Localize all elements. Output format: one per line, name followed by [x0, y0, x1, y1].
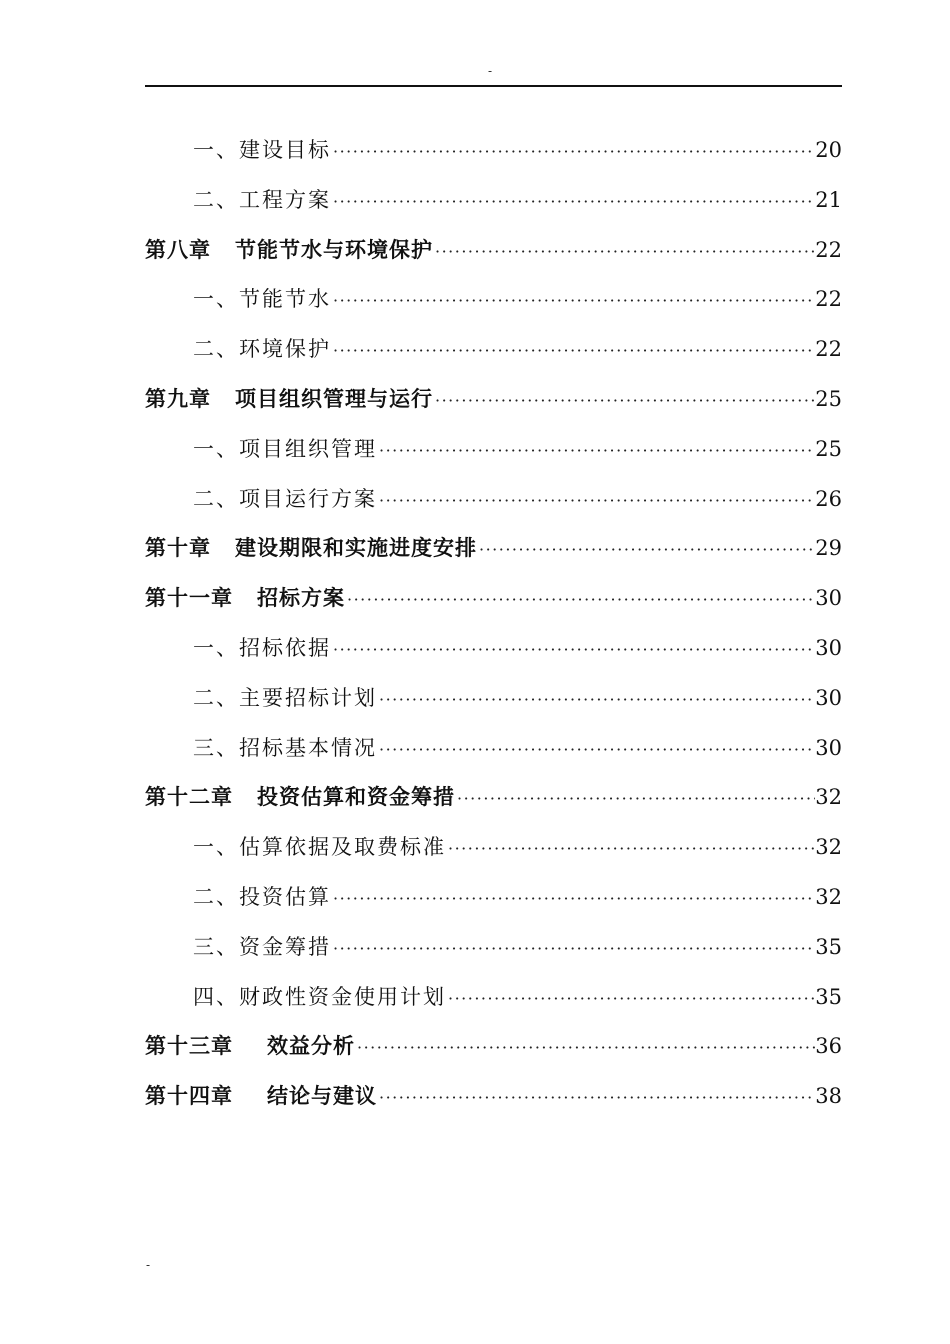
header-mark: - [488, 64, 493, 78]
toc-entry-section[interactable] [145, 275, 842, 325]
toc-dot-leader [377, 725, 815, 775]
toc-entry-title: 二、投资估算 [193, 884, 331, 909]
toc-page-number: 22 [815, 237, 842, 262]
toc-entry-section[interactable] [145, 823, 842, 873]
toc-dot-leader [446, 974, 815, 1024]
toc-entry-title: 项目组织管理与运行 [235, 386, 433, 411]
toc-entry-title: 四、财政性资金使用计划 [193, 984, 446, 1009]
toc-entry-title: 三、资金筹措 [193, 934, 331, 959]
toc-dot-leader [331, 127, 815, 177]
toc-chapter-number: 第十四章 [145, 1084, 233, 1109]
toc-dot-leader [355, 1023, 815, 1073]
toc-entry-section[interactable] [145, 724, 842, 774]
toc-page-number: 30 [815, 685, 842, 710]
toc-page-number: 29 [815, 536, 842, 561]
toc-dot-leader [433, 376, 815, 426]
toc-chapter-number: 第九章 [145, 386, 211, 411]
toc-page-number: 36 [815, 1034, 842, 1059]
toc-page-number: 30 [815, 635, 842, 660]
toc-entry-title: 一、项目组织管理 [193, 436, 377, 461]
toc-page-number: 26 [815, 486, 842, 511]
toc-page-number: 32 [815, 835, 842, 860]
toc-entry-chapter[interactable] [145, 1022, 842, 1072]
toc-entry-chapter[interactable] [145, 524, 842, 574]
toc-dot-leader [477, 525, 815, 575]
toc-entry-chapter[interactable] [145, 773, 842, 823]
toc-page-number: 35 [815, 934, 842, 959]
toc-page-number: 32 [815, 884, 842, 909]
table-of-contents [145, 126, 842, 1122]
toc-entry-section[interactable] [145, 923, 842, 973]
toc-dot-leader [331, 625, 815, 675]
toc-entry-chapter[interactable] [145, 226, 842, 276]
toc-entry-title: 二、工程方案 [193, 187, 331, 212]
toc-dot-leader [446, 824, 815, 874]
toc-page-number: 21 [815, 187, 842, 212]
toc-entry-title: 一、建设目标 [193, 138, 331, 162]
toc-dot-leader [331, 326, 815, 376]
toc-entry-section[interactable] [145, 624, 842, 674]
toc-dot-leader [331, 276, 815, 326]
toc-chapter-number: 第八章 [145, 237, 211, 262]
toc-entry-title: 招标方案 [257, 586, 345, 611]
toc-page-number: 35 [815, 984, 842, 1009]
toc-dot-leader [331, 874, 815, 924]
toc-dot-leader [455, 774, 815, 824]
toc-entry-section[interactable] [145, 973, 842, 1023]
toc-entry-chapter[interactable] [145, 1072, 842, 1122]
toc-dot-leader [377, 476, 815, 526]
toc-entry-section[interactable] [145, 126, 842, 176]
toc-entry-title: 节能节水与环境保护 [235, 237, 433, 262]
toc-entry-title: 一、招标依据 [193, 635, 331, 660]
toc-entry-title: 二、项目运行方案 [193, 486, 377, 511]
toc-page-number: 22 [815, 287, 842, 312]
toc-dot-leader [345, 575, 815, 625]
toc-entry-title: 二、主要招标计划 [193, 685, 377, 710]
toc-page-number: 32 [815, 785, 842, 810]
toc-dot-leader [331, 177, 815, 227]
toc-page-number: 20 [815, 138, 842, 162]
toc-chapter-number: 第十三章 [145, 1034, 233, 1059]
toc-entry-title: 一、估算依据及取费标准 [193, 835, 446, 860]
toc-entry-chapter[interactable] [145, 574, 842, 624]
header-rule [145, 85, 842, 87]
toc-page-number: 30 [815, 586, 842, 611]
toc-dot-leader [377, 675, 815, 725]
toc-entry-section[interactable] [145, 873, 842, 923]
toc-page-number: 38 [815, 1084, 842, 1109]
toc-page-number: 30 [815, 735, 842, 760]
toc-chapter-number: 第十章 [145, 536, 211, 561]
toc-entry-section[interactable] [145, 475, 842, 525]
toc-page-number: 25 [815, 436, 842, 461]
toc-entry-title: 投资估算和资金筹措 [257, 785, 455, 810]
toc-entry-section[interactable] [145, 325, 842, 375]
toc-dot-leader [377, 1073, 815, 1123]
toc-entry-title: 二、环境保护 [193, 337, 331, 362]
toc-entry-title: 建设期限和实施进度安排 [235, 536, 477, 561]
toc-entry-section[interactable] [145, 176, 842, 226]
toc-entry-chapter[interactable] [145, 375, 842, 425]
toc-entry-title: 三、招标基本情况 [193, 735, 377, 760]
toc-dot-leader [331, 924, 815, 974]
toc-chapter-number: 第十二章 [145, 785, 233, 810]
toc-entry-title: 一、节能节水 [193, 287, 331, 312]
toc-page-number: 25 [815, 386, 842, 411]
footer-mark: - [146, 1258, 151, 1272]
toc-chapter-number: 第十一章 [145, 586, 233, 611]
toc-entry-section[interactable] [145, 425, 842, 475]
toc-dot-leader [433, 227, 815, 277]
toc-dot-leader [377, 426, 815, 476]
toc-entry-title: 效益分析 [267, 1034, 355, 1059]
toc-page-number: 22 [815, 337, 842, 362]
toc-entry-section[interactable] [145, 674, 842, 724]
toc-entry-title: 结论与建议 [267, 1084, 377, 1109]
